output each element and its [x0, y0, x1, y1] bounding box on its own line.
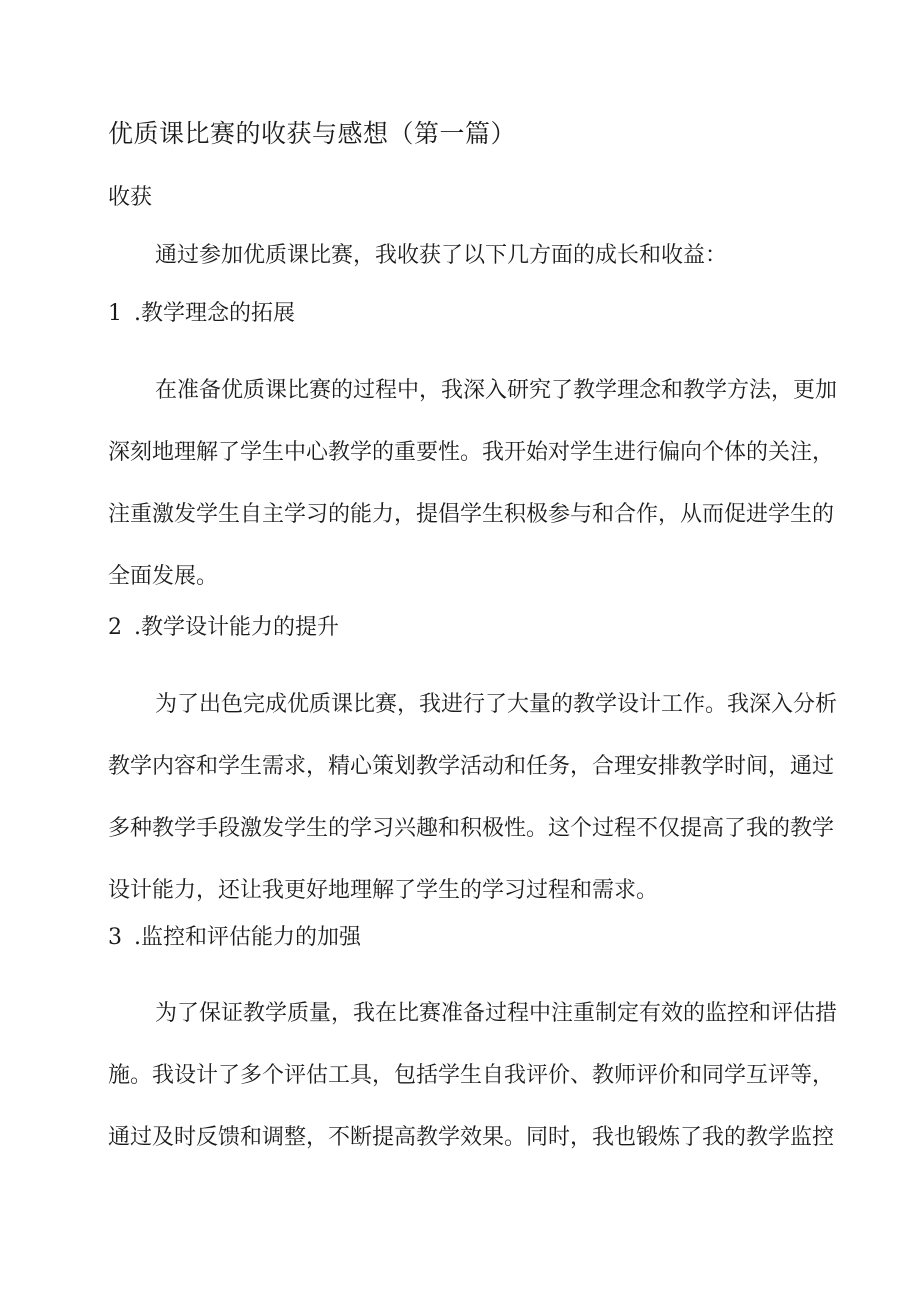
paragraph-line: 深刻地理解了学生中心教学的重要性。我开始对学生进行偏向个体的关注， [108, 440, 835, 465]
item-heading-3 [108, 920, 361, 956]
paragraph-line: 设计能力，还让我更好地理解了学生的学习过程和需求。 [108, 878, 659, 903]
paragraph-line: 全面发展。 [108, 564, 219, 589]
paragraph-line: 为了保证教学质量，我在比赛准备过程中注重制定有效的监控和评估措 [155, 1001, 838, 1026]
paragraph-line: 为了出色完成优质课比赛，我进行了大量的教学设计工作。我深入分析 [155, 692, 838, 717]
item-heading-text: .监控和评估能力的加强 [134, 925, 361, 950]
item-paragraph-1 [108, 373, 838, 621]
item-heading-text: .教学理念的拓展 [134, 301, 295, 326]
paragraph-line: 注重激发学生自主学习的能力，提倡学生积极参与和合作，从而促进学生的 [108, 502, 835, 527]
item-number: 3 [108, 925, 122, 950]
item-number: 1 [108, 301, 122, 326]
item-number: 2 [108, 615, 122, 640]
item-paragraph-3 [108, 996, 838, 1182]
item-heading-text: .教学设计能力的提升 [134, 615, 339, 640]
paragraph-line: 在准备优质课比赛的过程中，我深入研究了教学理念和教学方法，更加 [155, 378, 838, 403]
intro-paragraph: 通过参加优质课比赛，我收获了以下几方面的成长和收益： [155, 243, 728, 268]
section-label: 收获 [108, 185, 153, 210]
paragraph-line: 教学内容和学生需求，精心策划教学活动和任务，合理安排教学时间，通过 [108, 754, 835, 779]
item-heading-2 [108, 610, 339, 646]
paragraph-line: 通过及时反馈和调整，不断提高教学效果。同时，我也锻炼了我的教学监控 [108, 1125, 835, 1150]
paragraph-line: 多种教学手段激发学生的学习兴趣和积极性。这个过程不仅提高了我的教学 [108, 816, 835, 841]
paragraph-line: 施。我设计了多个评估工具，包括学生自我评价、教师评价和同学互评等， [108, 1063, 835, 1088]
document-title: 优质课比赛的收获与感想（第一篇） [108, 119, 517, 148]
item-paragraph-2 [108, 687, 838, 935]
item-heading-1 [108, 296, 295, 332]
